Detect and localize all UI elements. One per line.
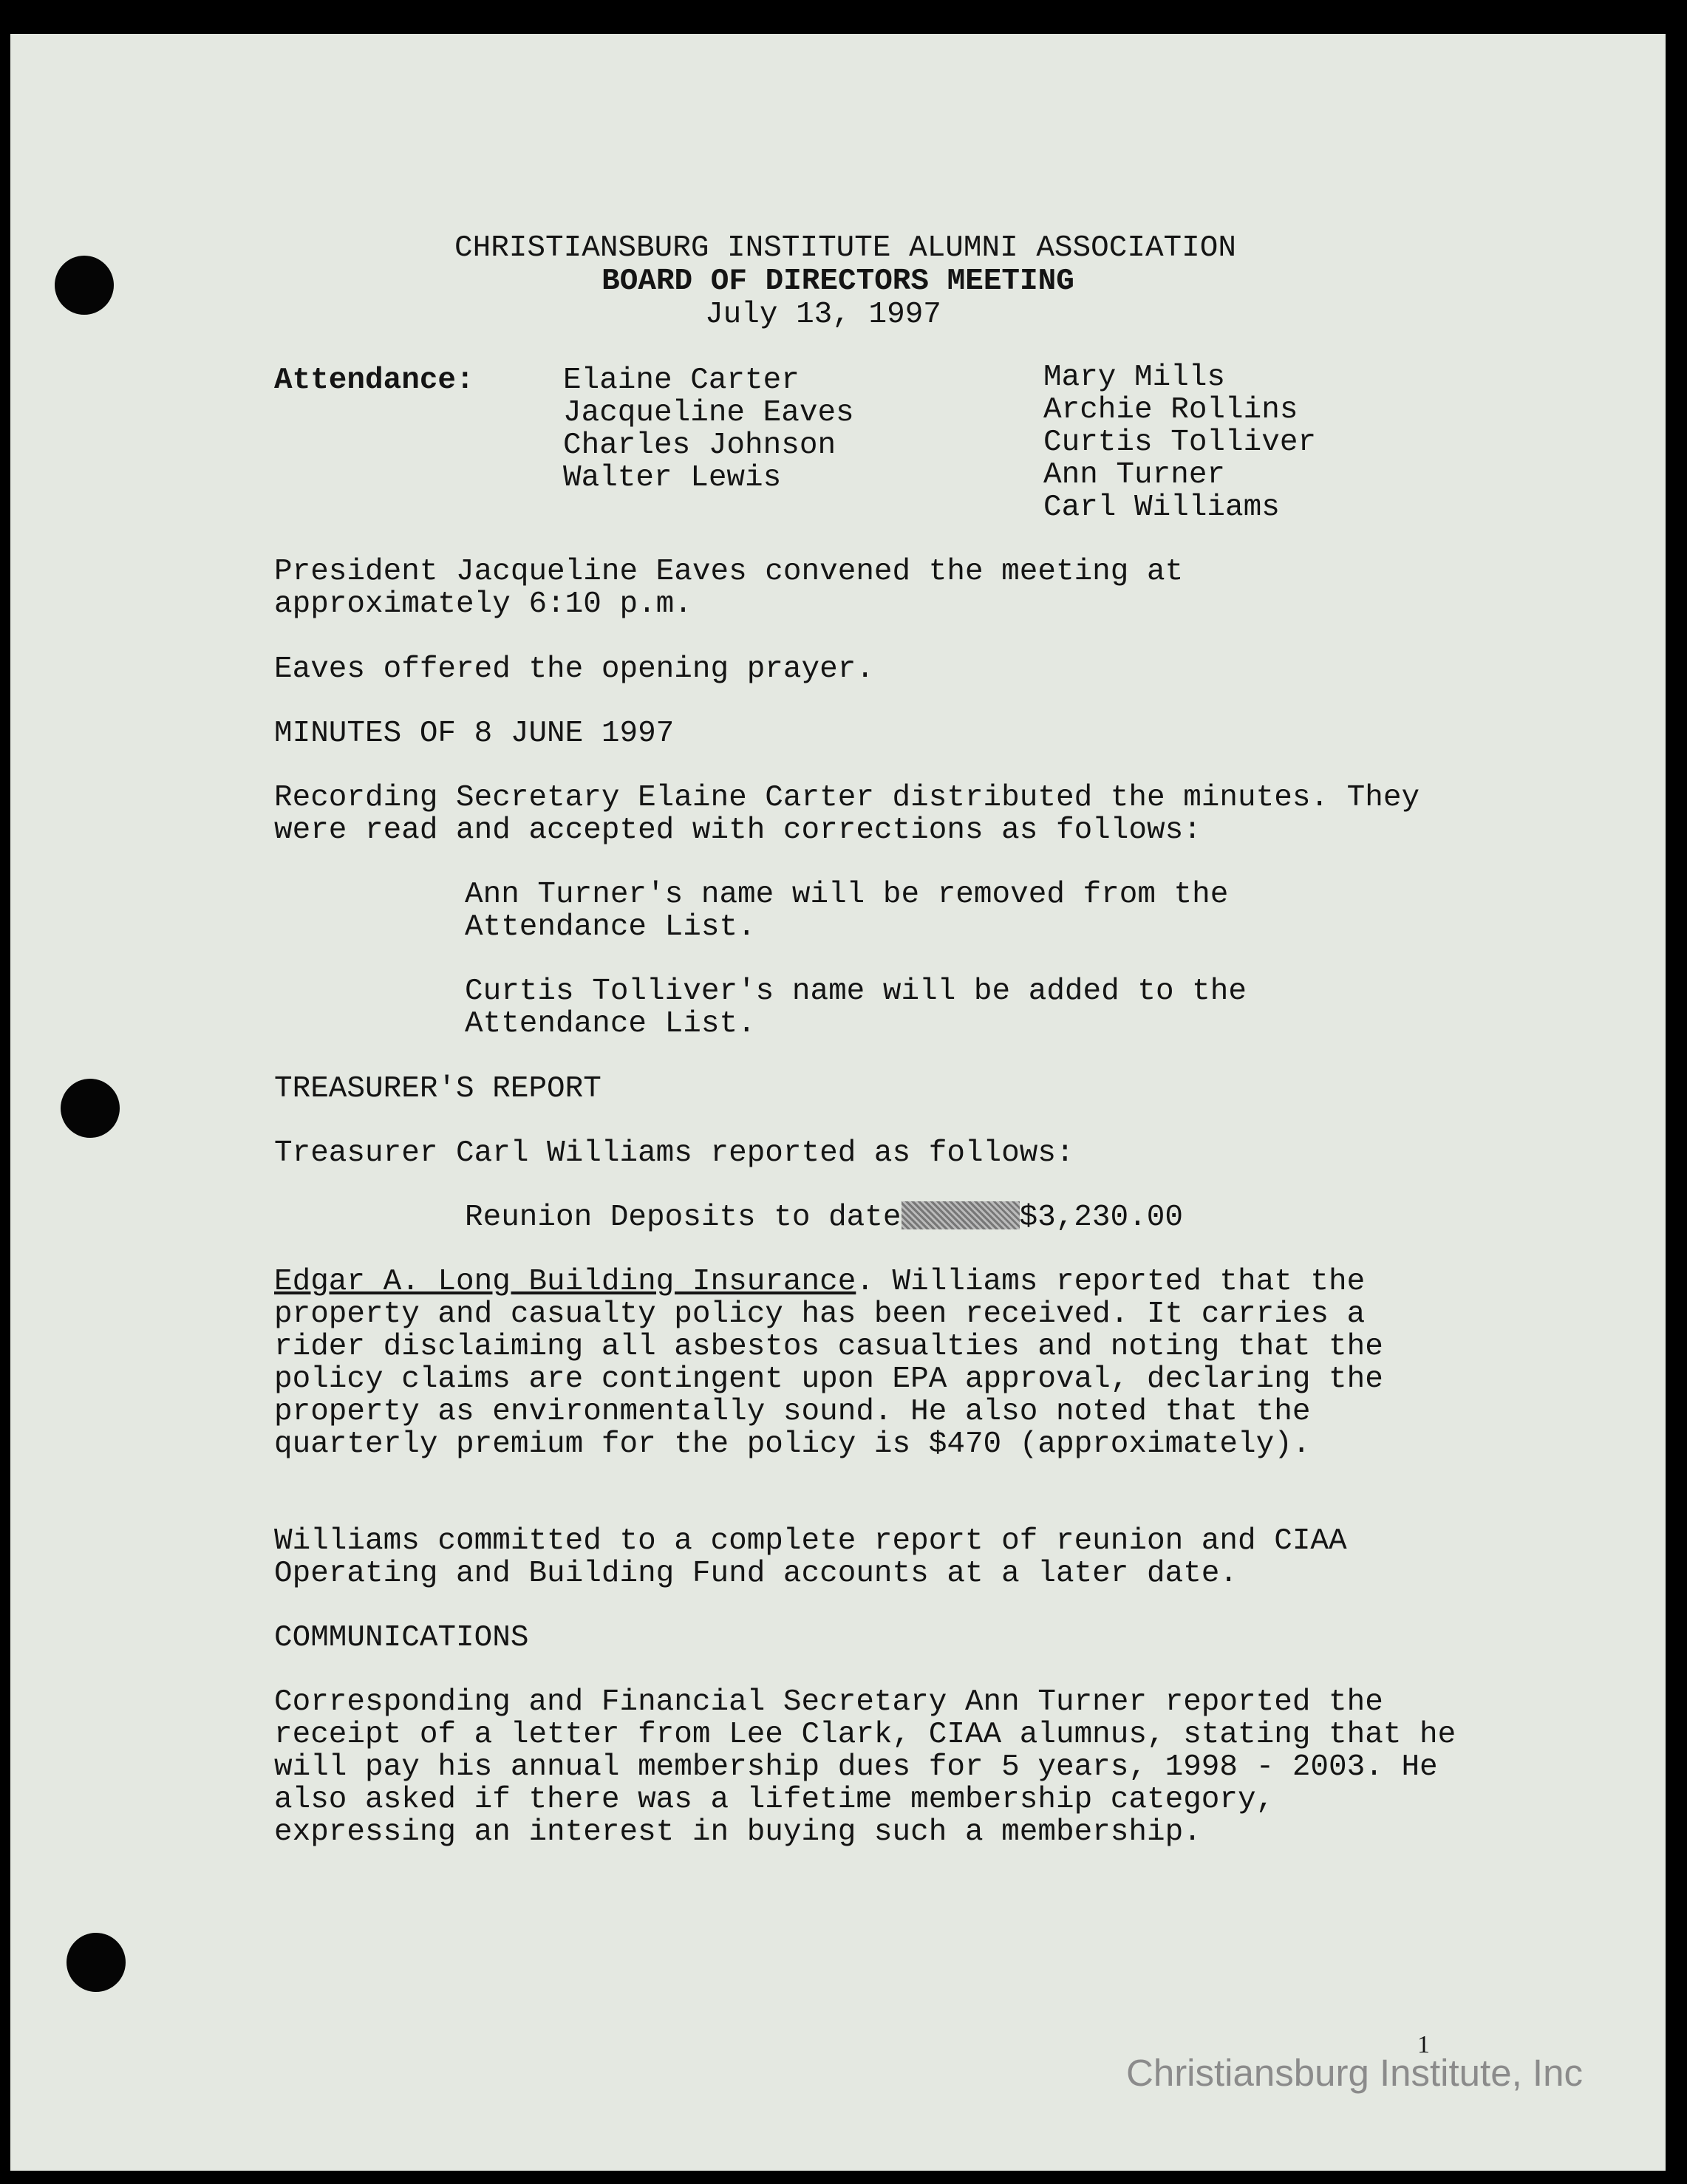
punch-hole xyxy=(61,1079,120,1138)
document-page xyxy=(10,34,1666,2171)
convened-paragraph: President Jacqueline Eaves convened the meeting at approximately 6:10 p.m. xyxy=(274,555,1184,621)
treasurer-intro: Treasurer Carl Williams reported as follows: xyxy=(274,1136,1074,1170)
punch-hole xyxy=(67,1933,126,1992)
treasurer-heading: TREASURER'S REPORT xyxy=(274,1072,601,1106)
attendee: Walter Lewis xyxy=(563,461,782,495)
minutes-correction: Curtis Tolliver's name will be added to the Attendance List. xyxy=(465,975,1247,1041)
attendee: Archie Rollins xyxy=(1043,393,1298,427)
prayer-paragraph: Eaves offered the opening prayer. xyxy=(274,652,874,686)
shaded-leader xyxy=(902,1201,1020,1229)
minutes-correction: Ann Turner's name will be removed from the Attendance List. xyxy=(465,878,1229,944)
attendee: Mary Mills xyxy=(1043,361,1226,395)
meeting-title: BOARD OF DIRECTORS MEETING xyxy=(601,265,1074,298)
attendee: Ann Turner xyxy=(1043,458,1226,492)
communications-heading: COMMUNICATIONS xyxy=(274,1621,529,1655)
attendee: Carl Williams xyxy=(1043,491,1280,525)
attendee: Elaine Carter xyxy=(563,364,800,397)
insurance-title: Edgar A. Long Building Insurance xyxy=(274,1265,856,1299)
meeting-date: July 13, 1997 xyxy=(705,298,941,332)
minutes-paragraph: Recording Secretary Elaine Carter distributed the minutes. They were read and accepted with corrections as follows: xyxy=(274,781,1420,847)
minutes-heading: MINUTES OF 8 JUNE 1997 xyxy=(274,717,675,751)
communications-paragraph: Corresponding and Financial Secretary Ann Turner reported the receipt of a letter from Lee Clark, CIAA alumnus, stating that he will pay his annual membership dues for 5 years, 1998 - 2003. He also asked if there was a lifetime membership category, expressing an interest in buying such a membership. xyxy=(274,1685,1456,1849)
deposits-line xyxy=(465,1201,1183,1234)
page-number: 1 xyxy=(1417,2031,1430,2058)
deposits-amount: $3,230.00 xyxy=(1019,1201,1183,1235)
deposits-label: Reunion Deposits to date xyxy=(465,1201,902,1235)
watermark: Christiansburg Institute, Inc xyxy=(1126,2052,1583,2094)
insurance-text: . Williams reported that the property and casualty policy has been received. It carries a rider disclaiming all asbestos casualties and noting that the policy claims are contingent upon EPA approval, declaring the property as environmentally sound. He also noted that the quarterly premium for the policy is $470 (approximately). xyxy=(274,1265,1383,1461)
attendee: Charles Johnson xyxy=(563,429,836,463)
org-title: CHRISTIANSBURG INSTITUTE ALUMNI ASSOCIATION xyxy=(454,231,1236,265)
commitment-paragraph: Williams committed to a complete report of reunion and CIAA Operating and Building Fund accounts at a later date. xyxy=(274,1524,1347,1591)
attendee: Jacqueline Eaves xyxy=(563,396,854,430)
insurance-paragraph xyxy=(274,1266,1464,1461)
attendee: Curtis Tolliver xyxy=(1043,426,1317,460)
attendance-label: Attendance: xyxy=(274,364,474,397)
